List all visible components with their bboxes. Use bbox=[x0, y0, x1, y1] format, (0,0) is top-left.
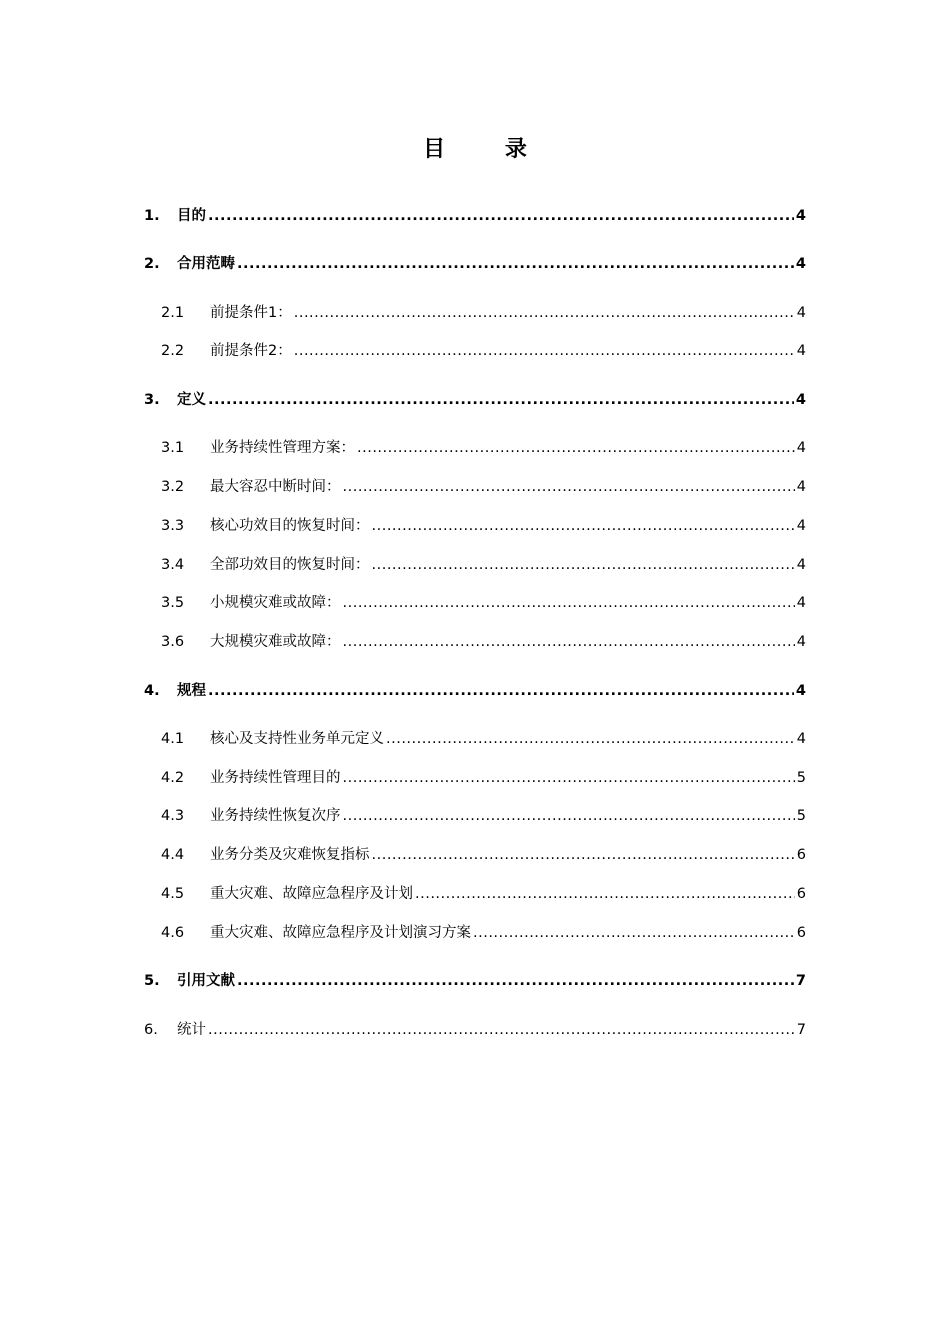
toc-entry[interactable] bbox=[161, 844, 806, 866]
toc-entry-page: 4 bbox=[795, 256, 806, 272]
toc-dot-leader bbox=[343, 631, 795, 653]
toc-entry-number: 3.1 bbox=[161, 440, 185, 456]
toc-entry-label: 业务持续性恢复次序 bbox=[210, 808, 341, 824]
toc-entry-number: 4. bbox=[144, 683, 160, 699]
toc-entry[interactable] bbox=[161, 922, 806, 944]
toc-entry-number: 3.3 bbox=[161, 518, 185, 534]
toc-entry-page: 4 bbox=[796, 557, 806, 573]
toc-dot-leader bbox=[343, 805, 795, 827]
toc-entry[interactable] bbox=[161, 437, 806, 459]
toc-dot-leader bbox=[343, 476, 795, 498]
toc-entry-page: 4 bbox=[796, 343, 806, 359]
toc-entry-page: 4 bbox=[795, 208, 806, 224]
toc-entry-page: 4 bbox=[796, 518, 806, 534]
toc-dot-leader bbox=[357, 437, 795, 459]
toc-entry[interactable] bbox=[144, 253, 806, 275]
toc-entry[interactable] bbox=[144, 1019, 806, 1041]
toc-entry-label: 业务持续性管理目的 bbox=[210, 770, 341, 786]
toc-entry[interactable] bbox=[144, 389, 806, 411]
toc-entry-label: 合用范畴 bbox=[177, 256, 235, 272]
toc-dot-leader bbox=[208, 205, 794, 227]
toc-entry[interactable] bbox=[161, 476, 806, 498]
toc-entry[interactable] bbox=[161, 554, 806, 576]
toc-entry[interactable] bbox=[161, 515, 806, 537]
toc-entry-label: 核心功效目的恢复时间： bbox=[210, 518, 370, 534]
toc-entry-number: 4.2 bbox=[161, 770, 185, 786]
toc-entry-page: 5 bbox=[796, 770, 806, 786]
toc-dot-leader bbox=[415, 883, 795, 905]
toc-entry[interactable] bbox=[161, 592, 806, 614]
toc-entry-label: 核心及支持性业务单元定义 bbox=[210, 731, 384, 747]
toc-entry-page: 4 bbox=[796, 634, 806, 650]
toc-entry-number: 4.1 bbox=[161, 731, 185, 747]
toc-entry-number: 2.1 bbox=[161, 305, 185, 321]
toc-entry-number: 2.2 bbox=[161, 343, 185, 359]
toc-entry-number: 4.4 bbox=[161, 847, 185, 863]
toc-entry[interactable] bbox=[161, 805, 806, 827]
toc-entry-label: 重大灾难、故障应急程序及计划 bbox=[210, 886, 413, 902]
toc-dot-leader bbox=[294, 302, 795, 324]
toc-entry-label: 规程 bbox=[177, 683, 206, 699]
toc-entry-number: 4.3 bbox=[161, 808, 185, 824]
toc-dot-leader bbox=[386, 728, 795, 750]
toc-entry-number: 4.5 bbox=[161, 886, 185, 902]
toc-entry-page: 5 bbox=[796, 808, 806, 824]
toc-dot-leader bbox=[343, 767, 795, 789]
toc-entry-number: 6. bbox=[144, 1022, 158, 1038]
toc-entry-number: 3. bbox=[144, 392, 160, 408]
toc-dot-leader bbox=[208, 1019, 795, 1041]
toc-entry[interactable] bbox=[161, 631, 806, 653]
toc-entry[interactable] bbox=[144, 680, 806, 702]
toc-entry-page: 6 bbox=[796, 925, 806, 941]
toc-entry-label: 小规模灾难或故障： bbox=[210, 595, 341, 611]
toc-entry-label: 最大容忍中断时间： bbox=[210, 479, 341, 495]
toc-entry-label: 全部功效目的恢复时间： bbox=[210, 557, 370, 573]
toc-entry-page: 4 bbox=[796, 305, 806, 321]
toc-entry-page: 7 bbox=[796, 1022, 806, 1038]
toc-dot-leader bbox=[343, 592, 795, 614]
toc-dot-leader bbox=[237, 970, 794, 992]
toc-entry-label: 大规模灾难或故障： bbox=[210, 634, 341, 650]
toc-entry-label: 重大灾难、故障应急程序及计划演习方案 bbox=[210, 925, 471, 941]
toc-dot-leader bbox=[372, 844, 795, 866]
toc-entry-page: 6 bbox=[796, 847, 806, 863]
toc-entry-number: 2. bbox=[144, 256, 160, 272]
toc-entry-number: 3.2 bbox=[161, 479, 185, 495]
toc-entry-label: 前提条件2： bbox=[210, 343, 292, 359]
toc-entry-label: 业务分类及灾难恢复指标 bbox=[210, 847, 370, 863]
toc-entry[interactable] bbox=[144, 205, 806, 227]
toc-dot-leader bbox=[372, 554, 795, 576]
toc-entry-label: 业务持续性管理方案： bbox=[210, 440, 355, 456]
toc-entry-number: 3.5 bbox=[161, 595, 185, 611]
toc-entry-page: 6 bbox=[796, 886, 806, 902]
toc-entry-page: 7 bbox=[795, 973, 806, 989]
toc-entry-page: 4 bbox=[795, 392, 806, 408]
toc-entry-page: 4 bbox=[796, 731, 806, 747]
toc-entry[interactable] bbox=[144, 970, 806, 992]
toc-entry-number: 1. bbox=[144, 208, 160, 224]
toc-entry-label: 引用文献 bbox=[177, 973, 235, 989]
toc-entry-number: 5. bbox=[144, 973, 160, 989]
toc-entry[interactable] bbox=[161, 883, 806, 905]
toc-entry-number: 4.6 bbox=[161, 925, 185, 941]
toc-dot-leader bbox=[473, 922, 795, 944]
toc-dot-leader bbox=[208, 680, 794, 702]
toc-entry-label: 前提条件1： bbox=[210, 305, 292, 321]
toc-title: 目 录 bbox=[423, 137, 553, 162]
toc-entry-page: 4 bbox=[796, 595, 806, 611]
toc-entry[interactable] bbox=[161, 302, 806, 324]
toc-entry[interactable] bbox=[161, 340, 806, 362]
toc-dot-leader bbox=[372, 515, 795, 537]
toc-entry[interactable] bbox=[161, 767, 806, 789]
toc-entry-label: 目的 bbox=[177, 208, 206, 224]
toc-dot-leader bbox=[294, 340, 795, 362]
toc-entry-page: 4 bbox=[795, 683, 806, 699]
toc-entry-number: 3.6 bbox=[161, 634, 185, 650]
toc-entry-page: 4 bbox=[796, 440, 806, 456]
toc-entry-page: 4 bbox=[796, 479, 806, 495]
toc-dot-leader bbox=[237, 253, 794, 275]
toc-entry-label: 定义 bbox=[177, 392, 206, 408]
toc-entry[interactable] bbox=[161, 728, 806, 750]
toc-entry-label: 统计 bbox=[177, 1022, 206, 1038]
toc-dot-leader bbox=[208, 389, 794, 411]
toc-entry-number: 3.4 bbox=[161, 557, 185, 573]
